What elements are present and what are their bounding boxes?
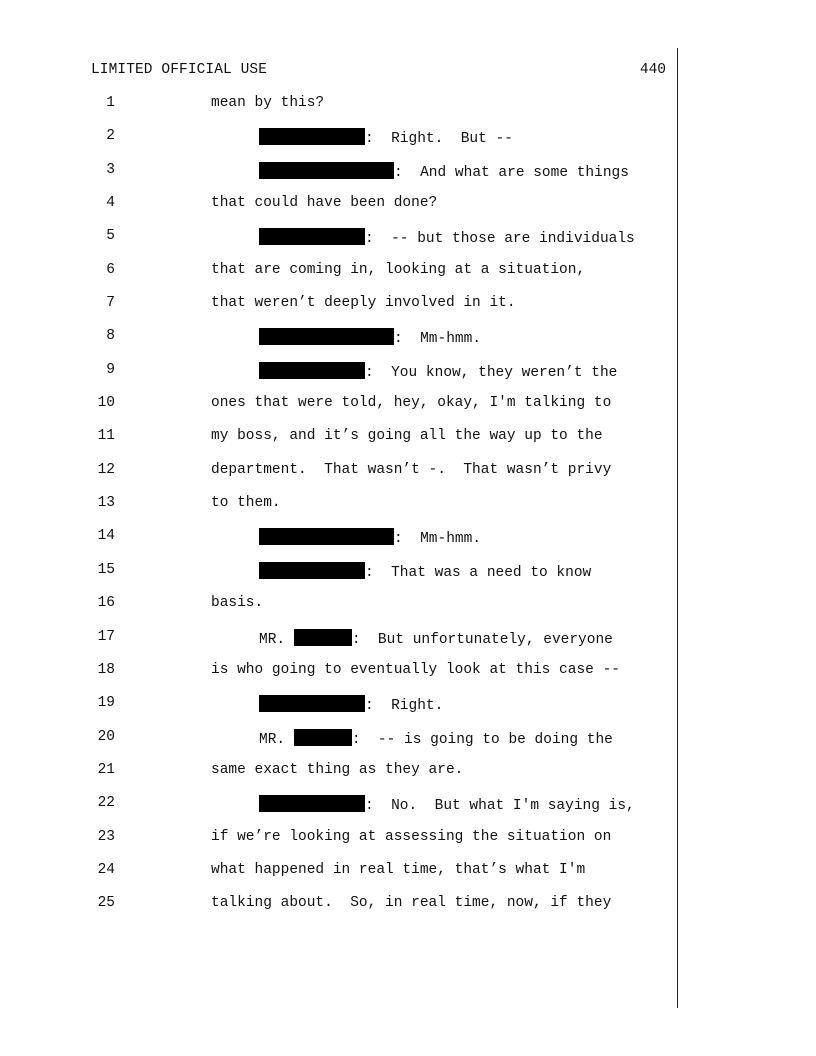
transcript-line (0, 228, 816, 261)
line-text (259, 528, 481, 547)
line-text (211, 662, 620, 678)
line-number: 17 (97, 628, 115, 645)
line-text (211, 495, 281, 511)
line-number: 10 (97, 395, 115, 412)
spoken-text: That was a need to know (373, 564, 592, 581)
spoken-text: And what are some things (402, 164, 629, 181)
transcript-line (0, 328, 816, 361)
spoken-text: is who going to eventually look at this case -- (211, 661, 620, 678)
line-number: 25 (97, 895, 115, 912)
line-text (211, 395, 611, 411)
line-number: 3 (106, 161, 115, 178)
redacted-speaker-name (259, 362, 365, 379)
transcript-line (0, 762, 816, 795)
line-text (211, 262, 585, 278)
line-text (259, 695, 443, 714)
line-number: 7 (106, 295, 115, 312)
line-text (211, 895, 611, 911)
line-text (259, 629, 613, 648)
spoken-text: mean by this? (211, 95, 325, 111)
transcript-body (0, 95, 816, 929)
line-text (211, 95, 324, 111)
spoken-text: basis. (211, 595, 264, 612)
line-text (259, 362, 617, 381)
line-number: 12 (97, 461, 115, 478)
speaker-colon: : (351, 731, 361, 748)
line-number: 13 (97, 495, 115, 512)
line-number: 21 (97, 761, 115, 778)
line-number: 1 (106, 95, 115, 111)
transcript-line (0, 562, 816, 595)
transcript-line (0, 128, 816, 161)
line-text (211, 295, 516, 311)
redacted-speaker-name (294, 729, 352, 746)
line-text (259, 228, 635, 247)
spoken-text: -- but those are individuals (373, 231, 635, 248)
transcript-line (0, 629, 816, 662)
speaker-colon: : (365, 364, 374, 381)
speaker-title: MR. (259, 631, 294, 648)
line-number: 11 (97, 428, 115, 445)
line-number: 8 (106, 328, 115, 345)
line-number: 14 (97, 528, 115, 545)
transcript-line (0, 528, 816, 561)
spoken-text: Mm-hmm. (402, 531, 482, 548)
speaker-colon: : (365, 131, 374, 148)
line-text (211, 462, 611, 478)
line-text (211, 762, 463, 778)
line-text (211, 862, 585, 878)
transcript-line (0, 695, 816, 728)
line-text (211, 428, 603, 444)
spoken-text: ones that were told, hey, okay, I'm talking to (211, 395, 612, 412)
line-number: 2 (106, 128, 115, 145)
redacted-speaker-name (294, 629, 352, 646)
page-header-classification: LIMITED OFFICIAL USE (91, 62, 268, 78)
line-text (259, 328, 481, 347)
line-text (259, 128, 513, 147)
spoken-text: same exact thing as they are. (211, 761, 464, 778)
transcript-line (0, 295, 816, 328)
spoken-text: talking about. So, in real time, now, if they (211, 895, 612, 912)
transcript-line (0, 495, 816, 528)
spoken-text: what happened in real time, that’s what I'm (211, 861, 586, 878)
line-number: 16 (97, 595, 115, 612)
transcript-line (0, 862, 816, 895)
transcript-line (0, 829, 816, 862)
speaker-colon: : (394, 531, 403, 548)
line-number: 9 (106, 361, 115, 378)
transcript-line (0, 195, 816, 228)
spoken-text: No. But what I'm saying is, (373, 798, 635, 815)
spoken-text: that could have been done? (211, 195, 438, 212)
spoken-text: Right. (373, 698, 444, 715)
speaker-colon: : (365, 698, 374, 715)
transcript-line (0, 395, 816, 428)
redacted-speaker-name (259, 562, 365, 579)
transcript-line (0, 795, 816, 828)
spoken-text: department. That wasn’t -. That wasn’t privy (211, 461, 612, 478)
transcript-line (0, 729, 816, 762)
redacted-speaker-name (259, 162, 394, 179)
transcript-line (0, 462, 816, 495)
line-text (211, 595, 263, 611)
spoken-text: that weren’t deeply involved in it. (211, 295, 516, 312)
speaker-colon: : (365, 564, 374, 581)
spoken-text: that are coming in, looking at a situation, (211, 261, 586, 278)
line-number: 15 (97, 561, 115, 578)
line-number: 23 (97, 828, 115, 845)
redacted-speaker-name (259, 695, 365, 712)
spoken-text: Mm-hmm. (402, 331, 482, 348)
line-number: 6 (106, 261, 115, 278)
spoken-text: to them. (211, 495, 281, 512)
line-text (259, 562, 591, 581)
speaker-colon: : (365, 231, 374, 248)
transcript-line (0, 162, 816, 195)
line-number: 4 (106, 195, 115, 212)
line-number: 20 (97, 728, 115, 745)
transcript-line (0, 428, 816, 461)
speaker-colon: : (394, 331, 403, 348)
redacted-speaker-name (259, 528, 394, 545)
speaker-colon: : (351, 631, 361, 648)
transcript-line (0, 662, 816, 695)
redacted-speaker-name (259, 795, 365, 812)
speaker-colon: : (365, 798, 374, 815)
page-number: 440 (639, 62, 666, 78)
line-text (259, 162, 629, 181)
spoken-text: my boss, and it’s going all the way up to the (211, 428, 603, 445)
line-number: 22 (97, 795, 115, 812)
transcript-line (0, 262, 816, 295)
line-number: 19 (97, 695, 115, 712)
spoken-text: -- is going to be doing the (360, 731, 613, 748)
redacted-speaker-name (259, 228, 365, 245)
transcript-line (0, 362, 816, 395)
spoken-text: But unfortunately, everyone (360, 631, 613, 648)
transcript-line (0, 95, 816, 128)
speaker-colon: : (394, 164, 403, 181)
line-text (211, 829, 611, 845)
line-text (211, 195, 437, 211)
line-text (259, 729, 613, 748)
line-number: 5 (106, 228, 115, 245)
spoken-text: if we’re looking at assessing the situation on (211, 828, 612, 845)
transcript-line (0, 895, 816, 928)
spoken-text: Right. But -- (373, 131, 513, 148)
spoken-text: You know, they weren’t the (373, 364, 618, 381)
transcript-line (0, 595, 816, 628)
redacted-speaker-name (259, 328, 394, 345)
line-number: 24 (97, 861, 115, 878)
redacted-speaker-name (259, 128, 365, 145)
line-text (259, 795, 635, 814)
line-number: 18 (97, 661, 115, 678)
speaker-title: MR. (259, 731, 294, 748)
